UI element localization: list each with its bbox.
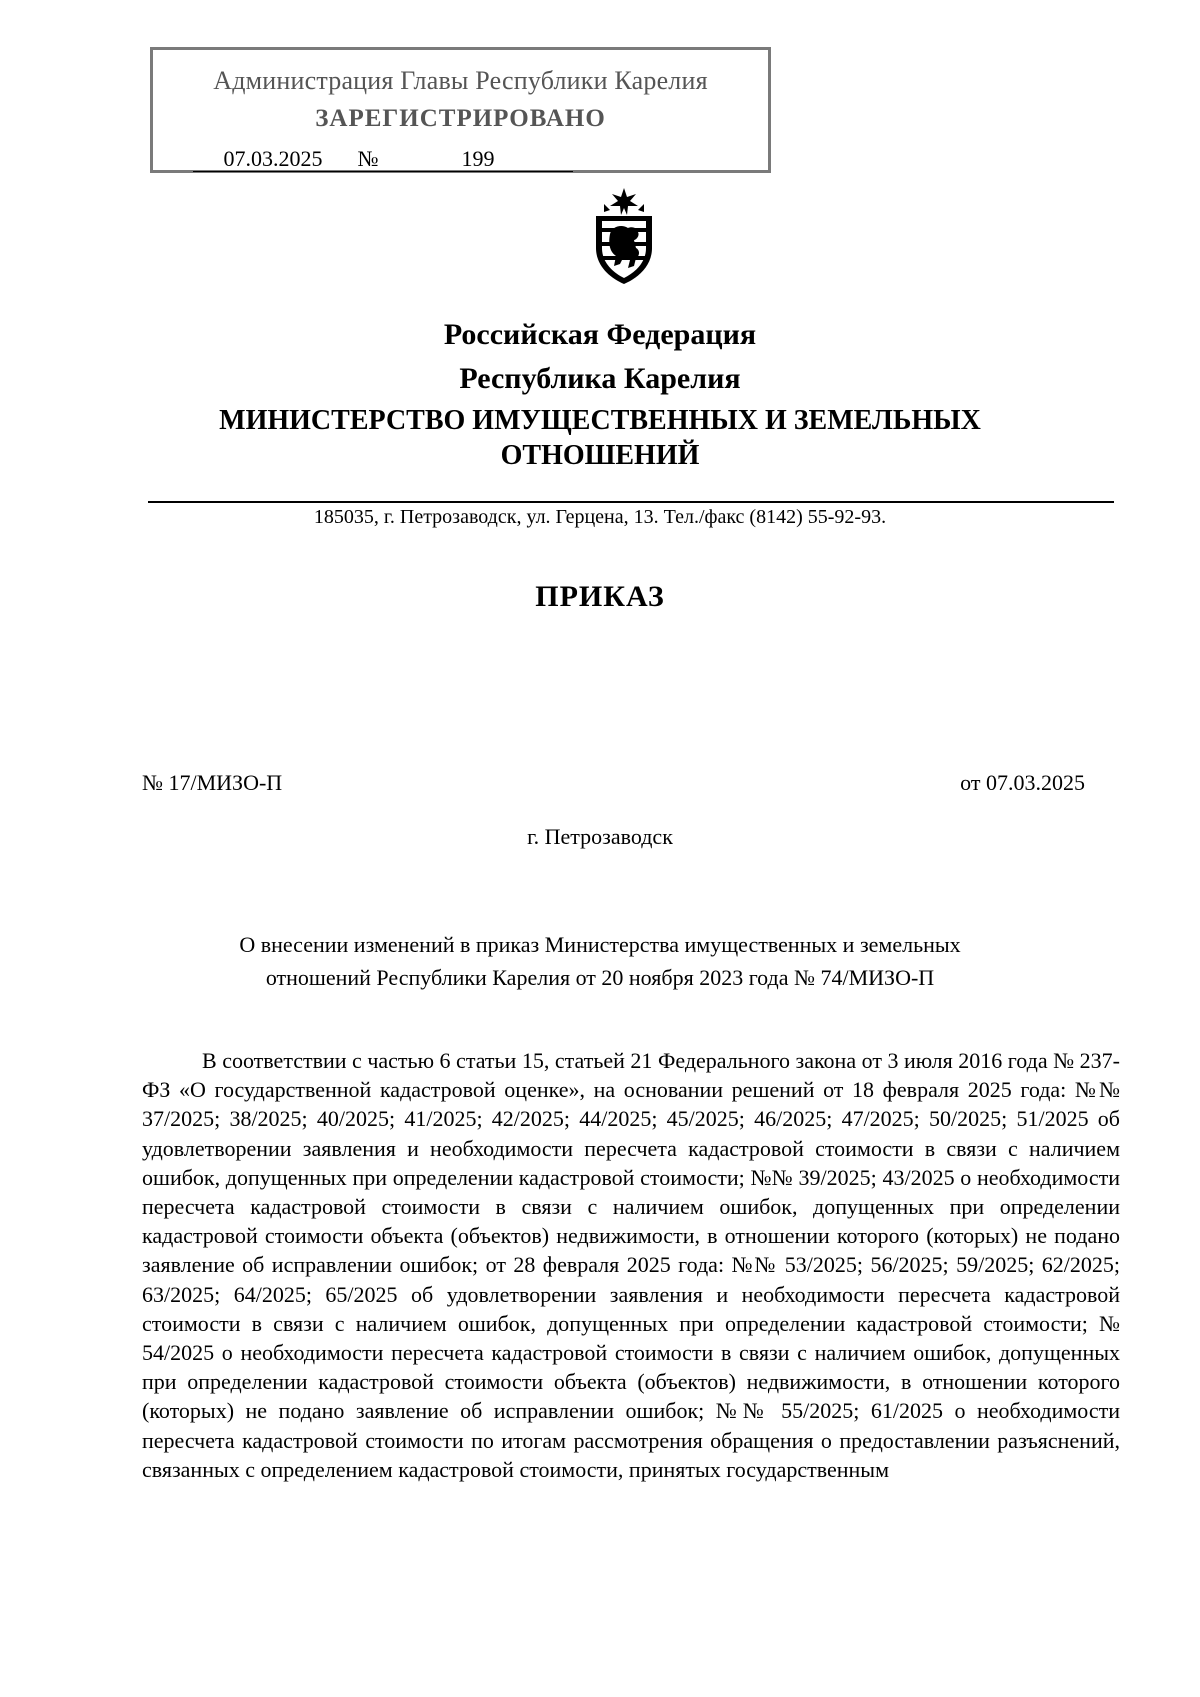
stamp-registration-line [193, 146, 573, 172]
ministry-address: 185035, г. Петрозаводск, ул. Герцена, 13. Тел./факс (8142) 55-92-93. [313, 506, 887, 528]
order-title: ПРИКАЗ [535, 580, 665, 613]
karelia-coat-of-arms-icon [588, 186, 660, 288]
stamp-registered-label: ЗАРЕГИСТРИРОВАНО [315, 105, 606, 132]
order-number: № 17/МИЗО-П [142, 770, 283, 795]
order-subject-line1: О внесении изменений в приказ Министерства имущественных и земельных [239, 932, 961, 957]
stamp-number: 199 [383, 147, 573, 172]
header-ministry-line1: МИНИСТЕРСТВО ИМУЩЕСТВЕННЫХ И ЗЕМЕЛЬНЫХ [219, 405, 981, 436]
stamp-number-sign: № [353, 147, 383, 172]
header-divider [148, 501, 1114, 503]
registration-stamp [150, 47, 771, 173]
stamp-title: Администрация Главы Республики Карелия [213, 66, 708, 95]
order-date: от 07.03.2025 [960, 770, 1085, 795]
header-country: Российская Федерация [443, 318, 757, 351]
order-body-paragraph: В соответствии с частью 6 статьи 15, статьей 21 Федерального закона от 3 июля 2016 года № 237-ФЗ «О государственной кадастровой оценке», на основании решений от 18 февраля 2025 года: №№ 37/2025; 38/2025; 40/2025; 41/2025; 42/2025; 44/2025; 45/2025; 46/2025; 47/2025; 50/2025; 51/2025 об удовлетворении заявления и необходимости пересчета кадастровой стоимости в связи с наличием ошибок, допущенных при определении кадастровой стоимости; №№ 39/2025; 43/2025 о необходимости пересчета кадастровой стоимости в связи с наличием ошибок, допущенных при определении кадастровой стоимости объекта (объектов) недвижимости, в отношении которого (которых) не подано заявление об исправлении ошибок; от 28 февраля 2025 года: №№ 53/2025; 56/2025; 59/2025; 62/2025; 63/2025; 64/2025; 65/2025 об удовлетворении заявления и необходимости пересчета кадастровой стоимости в связи с наличием ошибок, допущенных при определении кадастровой стоимости; № 54/2025 о необходимости пересчета кадастровой стоимости в связи с наличием ошибок, допущенных при определении кадастровой стоимости объекта (объектов) недвижимости, в отношении которого (которых) не подано заявление об исправлении ошибок; №№ 55/2025; 61/2025 о необходимости пересчета кадастровой стоимости по итогам рассмотрения обращения о предоставлении разъяснений, связанных с определением кадастровой стоимости, принятых государственным [142, 1048, 1120, 1482]
header-republic: Республика Карелия [459, 362, 741, 395]
order-city: г. Петрозаводск [527, 824, 673, 849]
order-subject [0, 928, 1200, 994]
order-subject-line2: отношений Республики Карелия от 20 ноября 2023 года № 74/МИЗО-П [265, 965, 935, 990]
stamp-date: 07.03.2025 [193, 147, 353, 172]
header-ministry-line2: ОТНОШЕНИЙ [500, 440, 700, 471]
